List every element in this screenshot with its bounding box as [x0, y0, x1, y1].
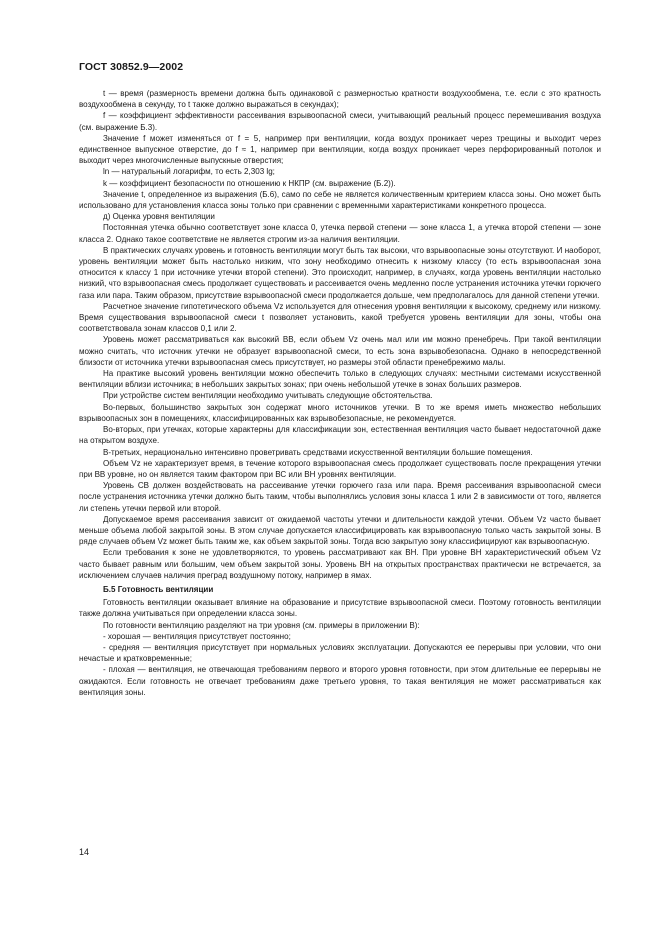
paragraph: Готовность вентиляции оказывает влияние на образование и присутствие взрывоопасной смеси. Поэтому готовность вентиляции также должна учитываться при определении класса зоны.: [79, 598, 601, 619]
paragraph: Объем Vz не характеризует время, в течение которого взрывоопасная смесь продолжает существовать после прекращения утечки при ВВ уровне, но он является таким фактором при ВС или ВН уровнях вентиляции.: [79, 458, 601, 479]
paragraph: В-третьих, нерационально интенсивно проветривать средствами искусственной вентиляции большие помещения.: [103, 447, 533, 457]
paragraph: Постоянная утечка обычно соответствует зоне класса 0, утечка первой степени — зоне класса 1, а утечка второй степени — зоне класса 2. Однако такое соответствие не является строгим из-за наличия вентиляции.: [79, 223, 601, 244]
paragraph: Допускаемое время рассеивания зависит от ожидаемой частоты утечки и длительности каждой утечки. Объем Vz часто бывает меньше объема любой закрытой зоны. В этом случае допускается классифицировать как взрывоопасную только часть закрытой зоны. В ряде случаев объем Vz может быть таким же, как объем закрытой зоны. Тогда всю закрытую зону классифицируют как взрывоопасную.: [79, 514, 601, 547]
paragraph: Уровень может рассматриваться как высокий ВВ, если объем Vz очень мал или им можно пренебречь. При такой вентиляции можно считать, что источник утечки не образует взрывоопасной смеси, то есть зона взрывобезопасна. Однако в непосредственной близости от источника утечки взрывоопасная смесь присутствует, но размеры этой области пренебрежимо малы.: [79, 335, 601, 367]
list-item: - плохая — вентиляция, не отвечающая требованиям первого и второго уровня готовности, при этом длительные ее перерывы не ожидаются. Если готовность не отвечает требованиям даже третьего уровня, то такая вентиляция не может рассматриваться как вентиляция зоны.: [79, 665, 601, 697]
list-item: - хорошая — вентиляция присутствует постоянно;: [103, 631, 291, 641]
page-number: 14: [79, 847, 90, 857]
paragraph: Во-вторых, при утечках, которые характерны для классификации зон, естественная вентиляция часто бывает недостаточной даже на открытом воздухе.: [79, 425, 601, 446]
paragraph: Расчетное значение гипотетического объема Vz используется для отнесения уровня вентиляции к высокому, среднему или низкому. Время существования взрывоопасной смеси t позволяет установить, какой требуется уровень вентиляции для зоны, чтобы она соответствовала зонам классов 0,1 или 2.: [79, 301, 601, 334]
paragraph: Во-первых, большинство закрытых зон содержат много источников утечки. В то же время иметь множество небольших взрывоопасных зон в помещениях, классифицированных как взрывобезопасные, не рекомендуется.: [79, 402, 601, 423]
list-item: - средняя — вентиляция присутствует при нормальных условиях эксплуатации. Допускаются ее перерывы при условии, что они нечастые и кратковременные;: [79, 642, 601, 664]
paragraph: ln — натуральный логарифм, то есть 2,303 lg;: [103, 167, 275, 177]
paragraph: При устройстве систем вентиляции необходимо учитывать следующие обстоятельства.: [103, 391, 433, 401]
paragraph: t — время (размерность времени должна быть одинаковой с размерностью кратности воздухообмена, т.е. если c это кратность воздухообмена в секунду, то t также должно выражаться в секундах);: [79, 89, 601, 110]
paragraph: Значение f может изменяться от f = 5, например при вентиляции, когда воздух проникает через трещины и выходит через единственное выпускное отверстие, до f ≈ 1, например при вентиляции, когда воздух проникает через перфорированный потолок и выходит через многочисленные выпускные отверстия;: [79, 133, 601, 166]
paragraph: Уровень СВ должен воздействовать на рассеивание утечки горючего газа или пара. Время рассеивания взрывоопасной смеси после устранения источника утечки должно быть таким, чтобы выполнялись условия зоны класса 1 или 2 в зависимости от того, является ли степень утечки первой или второй.: [79, 481, 601, 513]
page-header: ГОСТ 30852.9—2002: [79, 61, 184, 73]
paragraph: f — коэффициент эффективности рассеивания взрывоопасной смеси, учитывающий реальный процесс перемешивания воздуха (см. выражение Б.3).: [79, 111, 601, 132]
paragraph: В практических случаях уровень и готовность вентиляции могут быть так высоки, что взрывоопасные зоны отсутствуют. И наоборот, уровень вентиляции может быть настолько низким, что зону необходимо отнесить к низкому классу (то есть взрывоопасная зона относится к классу 1 при источнике утечки второй степени). Это происходит, например, в случаях, когда уровень вентиляции настолько низкий, что взрывоопасная смесь продолжает существовать и рассеивается очень медленно после устранения источника утечки горючего газа или пара. Таким образом, присутствие взрывоопасной смеси продолжается дольше, чем предполагалось для данной степени утечки.: [79, 245, 601, 300]
paragraph: Значение t, определенное из выражения (Б.6), само по себе не является количественным критерием класса зоны. Оно может быть использовано для установления класса зоны только при сравнении с временными характеристиками конкретного процесса.: [79, 189, 601, 211]
subheading: д) Оценка уровня вентиляции: [103, 212, 215, 222]
page-content: [79, 88, 601, 698]
paragraph: k — коэффициент безопасности по отношению к НКПР (см. выражение (Б.2)).: [103, 178, 396, 188]
section-heading: Б.5 Готовность вентиляции: [103, 584, 214, 594]
paragraph: Если требования к зоне не удовлетворяются, то уровень рассматривают как ВН. При уровне ВН характеристический объем Vz часто бывает равным или большим, чем объем закрытой зоны. Уровень ВН на открытых пространствах практически не встречается, за исключением случаев наличия преград воздушному потоку, например в ямах.: [79, 548, 601, 580]
paragraph: По готовности вентиляцию разделяют на три уровня (см. примеры в приложении В):: [103, 620, 420, 630]
paragraph: На практике высокий уровень вентиляции можно обеспечить только в следующих случаях: местными системами искусственной вентиляции вблизи источника; в небольших закрытых зонах; при очень небольшой утечке в зонах больших размеров.: [79, 369, 601, 390]
